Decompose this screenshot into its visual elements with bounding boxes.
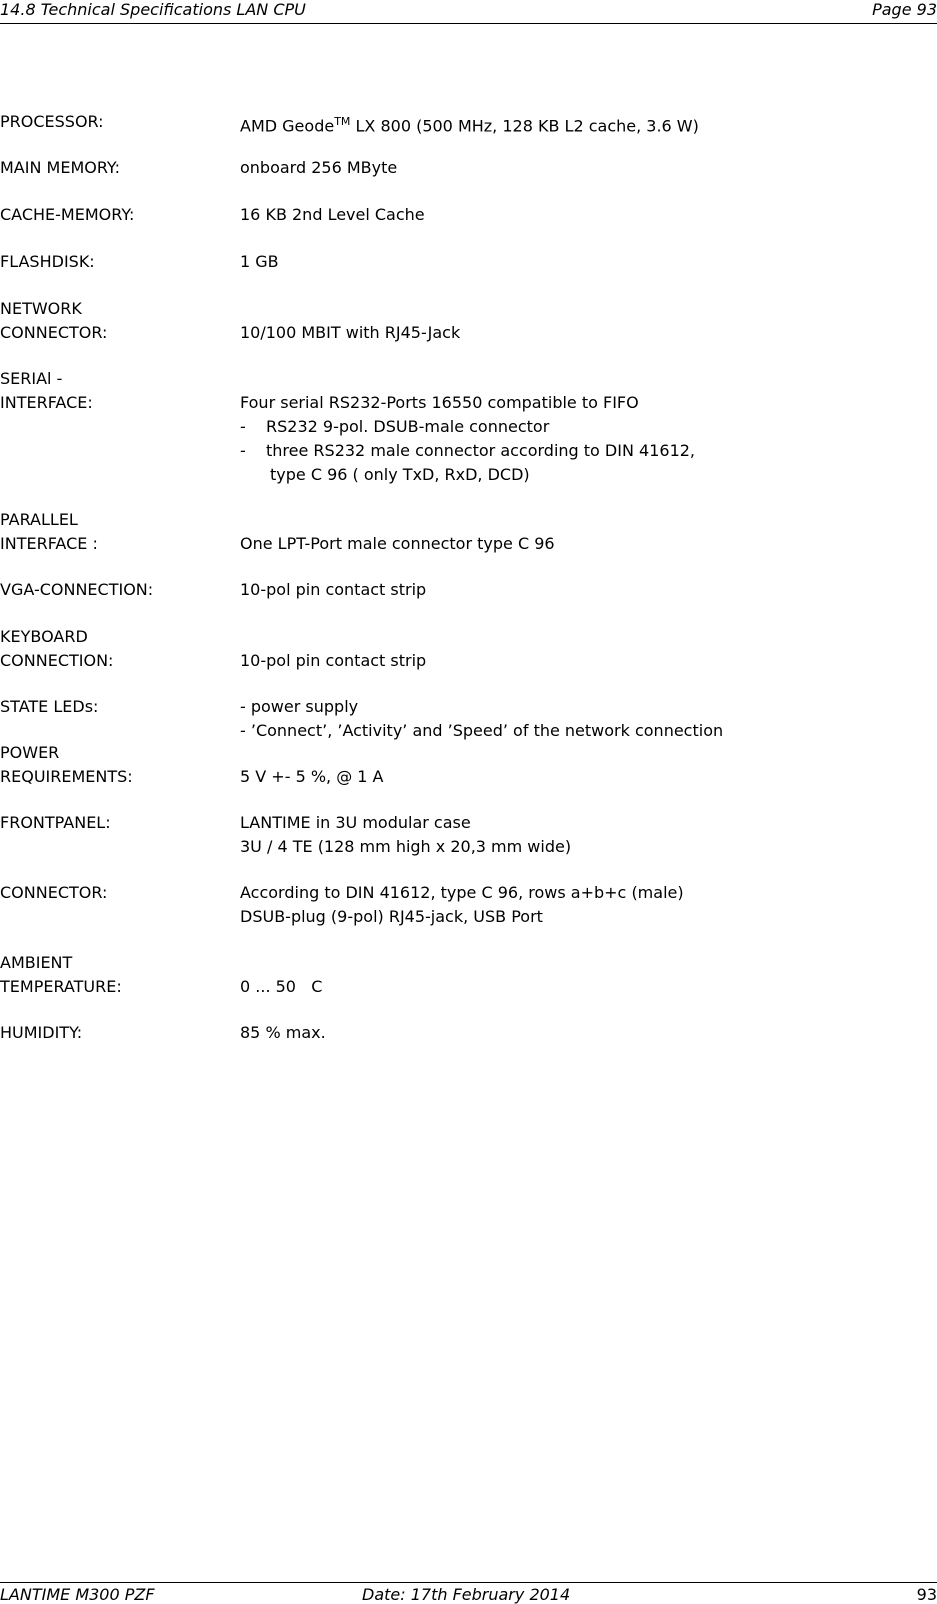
spec-label: CONNECTOR: <box>0 883 108 902</box>
spec-value: 85 % max. <box>240 1023 326 1042</box>
spec-label: PARALLEL INTERFACE : <box>0 510 98 553</box>
spec-label: STATE LEDs: <box>0 697 99 716</box>
spec-value: LANTIME in 3U modular case 3U / 4 TE (128 mm high x 20,3 mm wide) <box>240 813 572 856</box>
spec-value: 0 ... 50 C <box>240 977 323 996</box>
spec-value: One LPT-Port male connector type C 96 <box>240 534 555 553</box>
list-item: - RS232 9-pol. DSUB-male connector <box>240 417 550 436</box>
spec-label: MAIN MEMORY: <box>0 158 120 177</box>
spec-value: 1 GB <box>240 252 279 271</box>
spec-label: VGA-CONNECTION: <box>0 580 154 599</box>
page-footer <box>0 1582 937 1603</box>
spec-value: 10/100 MBIT with RJ45-Jack <box>240 323 461 342</box>
spec-label: HUMIDITY: <box>0 1023 83 1042</box>
spec-label: NETWORK CONNECTOR: <box>0 299 108 342</box>
spec-label: POWER REQUIREMENTS: <box>0 743 133 786</box>
spec-value: According to DIN 41612, type C 96, rows a+b+c (male) DSUB-plug (9-pol) RJ45-jack, USB Port <box>240 883 684 926</box>
spec-label: PROCESSOR: <box>0 112 104 131</box>
spec-label: FLASHDISK: <box>0 252 95 271</box>
spec-value: - power supply - ’Connect’, ’Activity’ and ’Speed’ of the network connection <box>240 697 724 740</box>
spec-value: 10-pol pin contact strip <box>240 580 427 599</box>
footer-page-number: 93 <box>916 1585 937 1604</box>
footer-product: LANTIME M300 PZF <box>0 1585 155 1604</box>
spec-value: 10-pol pin contact strip <box>240 651 427 670</box>
trademark-sup: TM <box>334 115 351 128</box>
spec-label: CACHE-MEMORY: <box>0 205 135 224</box>
spec-value: onboard 256 MByte <box>240 158 398 177</box>
footer-date: Date: 17th February 2014 <box>362 1585 571 1604</box>
spec-value: 16 KB 2nd Level Cache <box>240 205 425 224</box>
header-page-label: Page 93 <box>872 0 937 19</box>
spec-value: AMD Geode™ LX 800 (500 MHz, 128 KB L2 cache, 3.6 W) <box>240 115 699 136</box>
page-header <box>0 0 937 24</box>
spec-value: Four serial RS232-Ports 16550 compatible to FIFO - RS232 9-pol. DSUB-male connector - three RS232 male connector according to DIN 41612, type C 96 ( only TxD, RxD, DCD) <box>240 393 696 484</box>
spec-value: 5 V +- 5 %, @ 1 A <box>240 767 384 786</box>
spec-label: SERIAl - INTERFACE: <box>0 369 93 412</box>
spec-label: FRONTPANEL: <box>0 813 111 832</box>
spec-label: KEYBOARD CONNECTION: <box>0 627 114 670</box>
spec-label: AMBIENT TEMPERATURE: <box>0 953 122 996</box>
list-item: - three RS232 male connector according to DIN 41612, <box>240 441 696 460</box>
header-section-title: 14.8 Technical Specifications LAN CPU <box>0 0 306 19</box>
